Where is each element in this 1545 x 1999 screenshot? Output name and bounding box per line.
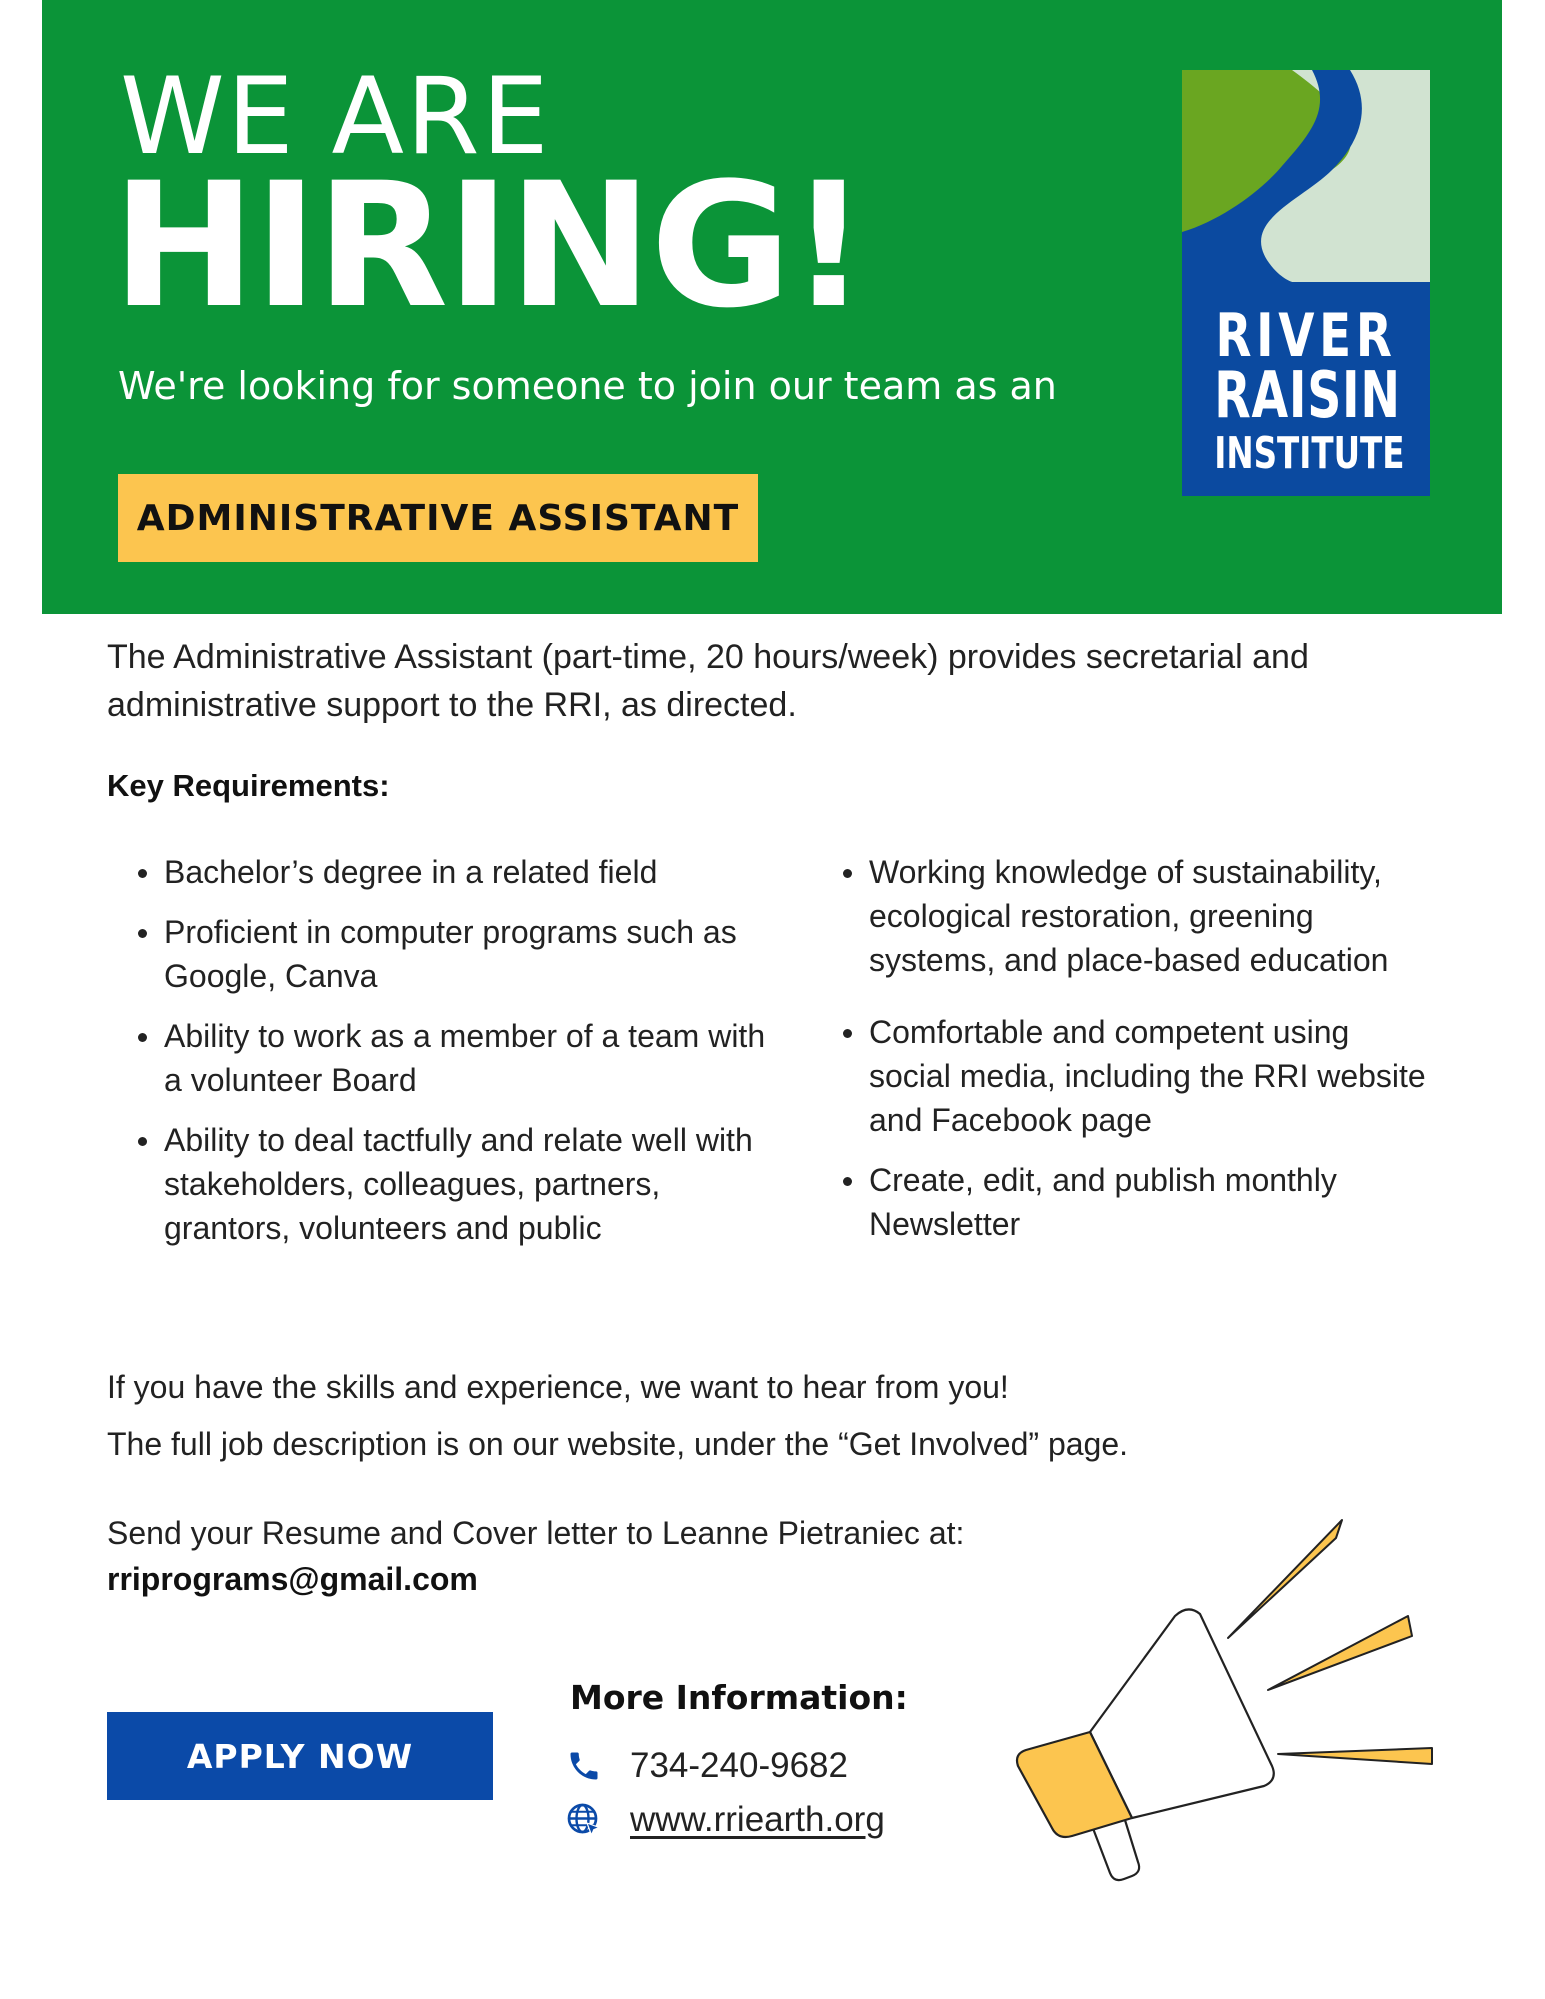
logo-line-raisin: RAISIN — [1214, 359, 1401, 433]
apply-now-button[interactable]: APPLY NOW — [107, 1712, 493, 1800]
list-item: Bachelor’s degree in a related field — [134, 850, 774, 894]
river-raisin-logo — [1182, 70, 1430, 496]
list-item: Proficient in computer programs such as Google, Canva — [134, 910, 774, 998]
headline-hiring: HIRING! — [112, 145, 866, 346]
job-intro: The Administrative Assistant (part-time, 20 hours/week) provides secretarial and administrative support to the RRI, as directed. — [107, 638, 1309, 724]
globe-icon — [566, 1802, 602, 1838]
list-item: Comfortable and competent using social media, including the RRI website and Facebook page — [839, 1010, 1439, 1142]
closing-line-website: The full job description is on our website, under the “Get Involved” page. — [107, 1426, 1129, 1462]
headline-we-are: WE ARE — [120, 55, 551, 178]
requirements-left — [134, 850, 774, 1266]
phone-number[interactable]: 734-240-9682 — [630, 1746, 848, 1785]
key-requirements-heading: Key Requirements: — [107, 768, 390, 803]
more-information-heading: More Information: — [570, 1678, 908, 1717]
megaphone-icon — [1010, 1508, 1450, 1898]
list-item: Create, edit, and publish monthly Newsletter — [839, 1158, 1439, 1246]
website-row — [566, 1800, 885, 1840]
phone-icon — [566, 1748, 602, 1784]
closing-line-skills: If you have the skills and experience, we want to hear from you! — [107, 1369, 1009, 1405]
send-instructions: Send your Resume and Cover letter to Leanne Pietraniec at: — [107, 1515, 965, 1551]
logo-line-river: RIVER — [1215, 301, 1397, 371]
contact-email[interactable]: rriprograms@gmail.com — [107, 1561, 478, 1597]
list-item: Ability to work as a member of a team with a volunteer Board — [134, 1014, 774, 1102]
requirements-right — [839, 850, 1439, 1262]
position-badge — [118, 474, 758, 562]
list-item: Working knowledge of sustainability, ecological restoration, greening systems, and place-based education — [839, 850, 1439, 982]
position-title: ADMINISTRATIVE ASSISTANT — [136, 497, 740, 539]
phone-row — [566, 1746, 848, 1786]
website-link[interactable]: www.rriearth.org — [630, 1800, 885, 1839]
logo-line-institute: INSTITUTE — [1214, 428, 1405, 479]
list-item: Ability to deal tactfully and relate well with stakeholders, colleagues, partners, grantors, volunteers and public — [134, 1118, 774, 1250]
banner-subtitle: We're looking for someone to join our team as an — [118, 364, 1057, 408]
